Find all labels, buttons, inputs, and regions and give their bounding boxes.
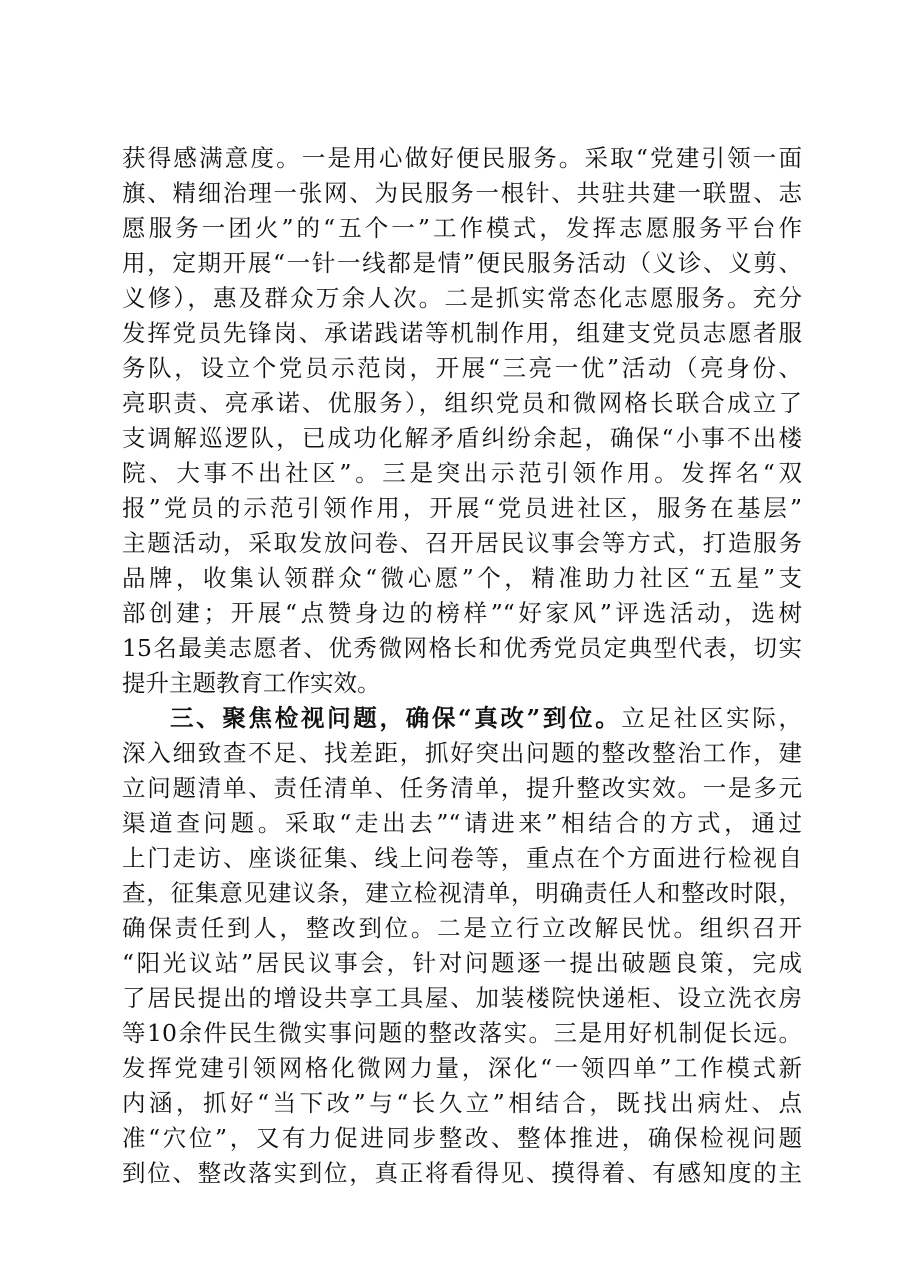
paragraph-1-line: 获得感满意度。一是用心做好便民服务。采取“党建引领一面 (122, 144, 802, 172)
paragraph-2-line: 渠道查问题。采取“走出去”“请进来”相结合的方式，通过 (122, 809, 802, 837)
paragraph-1-line: 义修），惠及群众万余人次。二是抓实常态化志愿服务。充分 (122, 284, 802, 312)
document-body (122, 141, 802, 1191)
paragraph-2-line: 等10余件民生微实事问题的整改落实。三是用好机制促长远。 (122, 1019, 802, 1047)
paragraph-1-line: 旗、精细治理一张网、为民服务一根针、共驻共建一联盟、志 (122, 179, 802, 207)
paragraph-1-line: 亮职责、亮承诺、优服务），组织党员和微网格长联合成立了 (122, 389, 802, 417)
paragraph-2-first-line-text: 立足社区实际， (621, 704, 802, 732)
paragraph-2-line: 内涵，抓好“当下改”与“长久立”相结合，既找出病灶、点 (122, 1089, 802, 1117)
paragraph-1-line: 报”党员的示范引领作用，开展“党员进社区，服务在基层” (122, 494, 802, 522)
paragraph-1-line: 愿服务一团火”的“五个一”工作模式，发挥志愿服务平台作 (122, 214, 802, 242)
paragraph-2-line: 上门走访、座谈征集、线上问卷等，重点在个方面进行检视自 (122, 844, 802, 872)
paragraph-2-line: 确保责任到人，整改到位。二是立行立改解民忧。组织召开 (122, 914, 802, 942)
paragraph-2-line: 深入细致查不足、找差距，抓好突出问题的整改整治工作，建 (122, 739, 802, 767)
paragraph-1-line: 务队，设立个党员示范岗，开展“三亮一优”活动（亮身份、 (122, 354, 802, 382)
paragraph-1-line: 用，定期开展“一针一线都是情”便民服务活动（义诊、义剪、 (122, 249, 802, 277)
paragraph-2-line: 查，征集意见建议条，建立检视清单，明确责任人和整改时限， (122, 879, 802, 907)
paragraph-2-line: “阳光议站”居民议事会，针对问题逐一提出破题良策，完成 (122, 949, 802, 977)
paragraph-1-line: 院、大事不出社区”。三是突出示范引领作用。发挥名“双 (122, 459, 802, 487)
paragraph-1-line: 提升主题教育工作实效。 (122, 669, 381, 697)
paragraph-1-line: 主题活动，采取发放问卷、召开居民议事会等方式，打造服务 (122, 529, 802, 557)
paragraph-2-line: 准“穴位”，又有力促进同步整改、整体推进，确保检视问题 (122, 1124, 802, 1152)
paragraph-2-line: 到位、整改落实到位，真正将看得见、摸得着、有感知度的主 (122, 1159, 802, 1187)
paragraph-2-line: 立问题清单、责任清单、任务清单，提升整改实效。一是多元 (122, 774, 802, 802)
section-heading: 三、聚焦检视问题，确保“真改”到位。 (170, 704, 622, 732)
paragraph-1-line: 品牌，收集认领群众“微心愿”个，精准助力社区“五星”支 (122, 564, 802, 592)
paragraph-1-line: 发挥党员先锋岗、承诺践诺等机制作用，组建支党员志愿者服 (122, 319, 802, 347)
paragraph-1-line: 支调解巡逻队，已成功化解矛盾纠纷余起，确保“小事不出楼 (122, 424, 802, 452)
paragraph-2-line: 发挥党建引领网格化微网力量，深化“一领四单”工作模式新 (122, 1054, 802, 1082)
paragraph-1-line: 15名最美志愿者、优秀微网格长和优秀党员定典型代表，切实 (122, 634, 802, 662)
paragraph-2-line: 了居民提出的增设共享工具屋、加装楼院快递柜、设立洗衣房 (122, 984, 802, 1012)
paragraph-2-first-line (122, 701, 802, 736)
paragraph-1-line: 部创建；开展“点赞身边的榜样”“好家风”评选活动，选树 (122, 599, 802, 627)
